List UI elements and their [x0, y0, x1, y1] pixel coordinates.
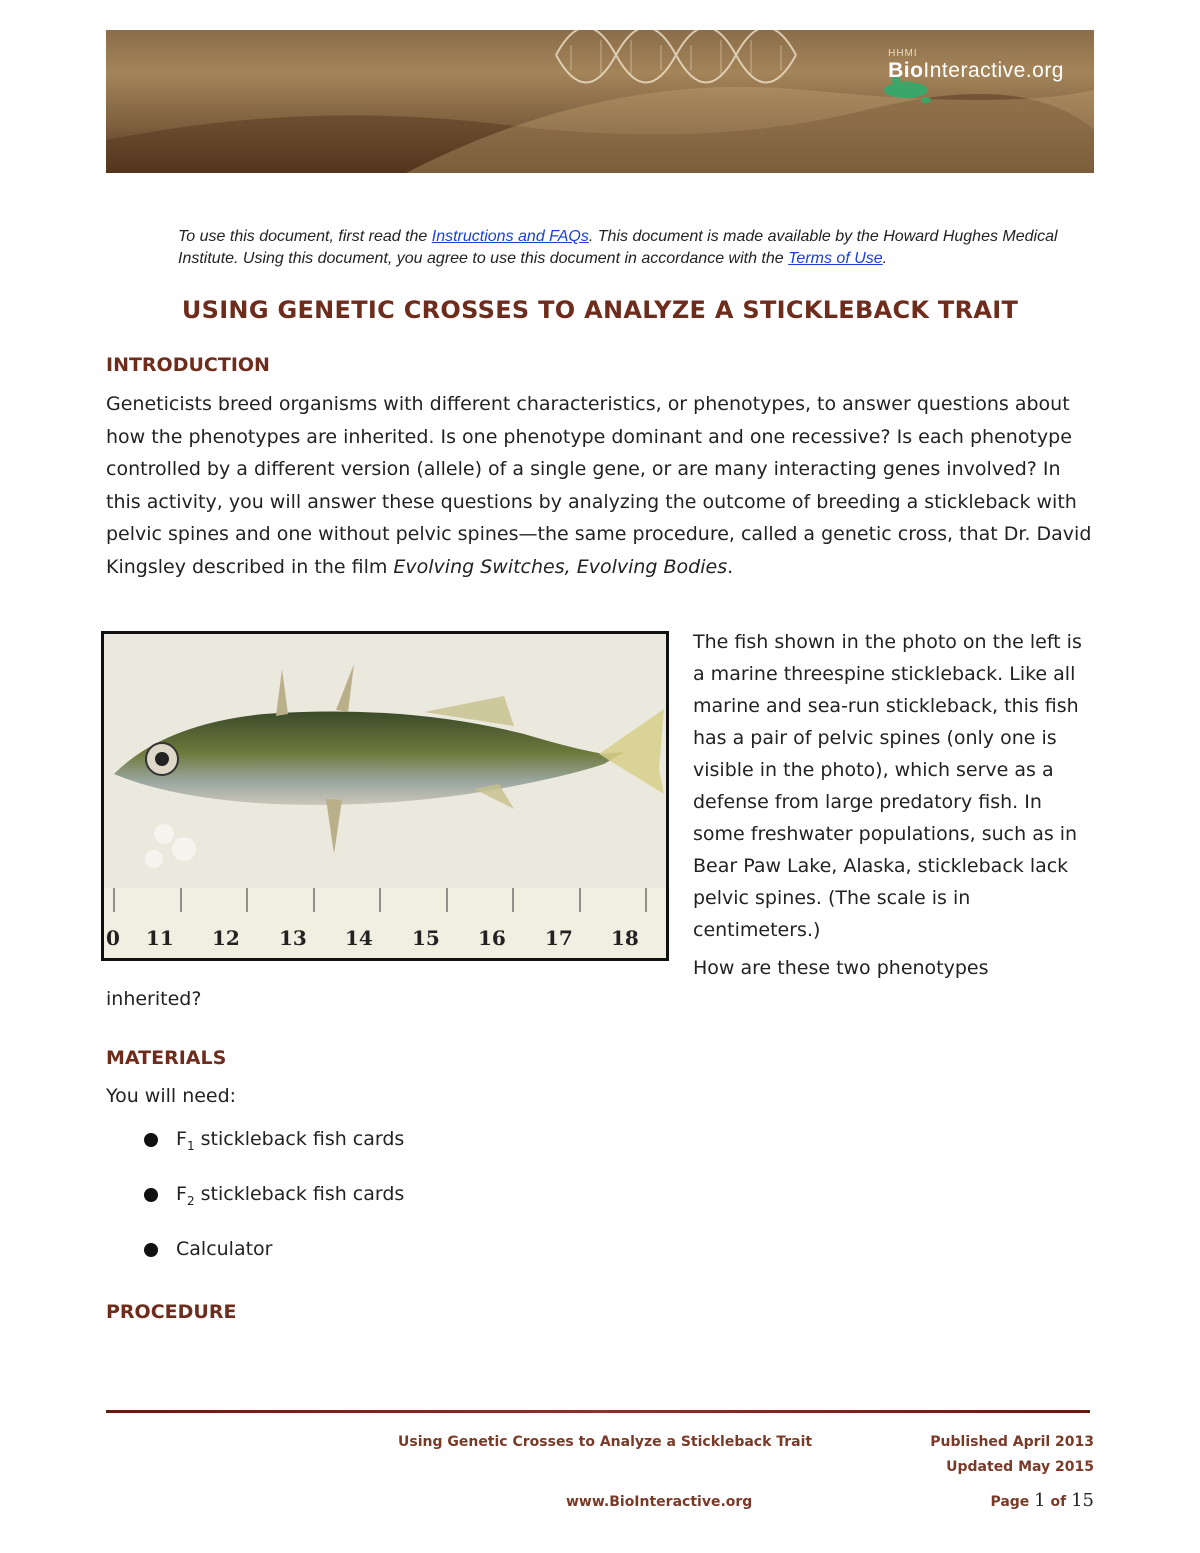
item-prefix: F: [176, 1183, 187, 1205]
list-item: [144, 1238, 272, 1260]
page-number: [990, 1490, 1094, 1511]
question-end: inherited?: [106, 988, 202, 1010]
list-item: [144, 1183, 404, 1208]
ruler-labels: [104, 926, 666, 956]
item-prefix: Calculator: [176, 1238, 273, 1260]
ruler-label: 14: [345, 926, 373, 950]
item-prefix: F: [176, 1128, 187, 1150]
logo-bio-text: Bio: [888, 59, 924, 82]
introduction-paragraph: [106, 388, 1096, 583]
ruler-label: 18: [611, 926, 639, 950]
document-title: USING GENETIC CROSSES TO ANALYZE A STICKLEBACK TRAIT: [181, 296, 1019, 324]
procedure-heading: PROCEDURE: [106, 1301, 237, 1323]
bullet-icon: [144, 1133, 158, 1147]
item-text: stickleback fish cards: [194, 1128, 405, 1150]
hhmi-label: HHMI: [888, 48, 918, 59]
page-of-label: of: [1050, 1494, 1067, 1510]
ruler-label: 17: [545, 926, 573, 950]
materials-heading: MATERIALS: [106, 1047, 227, 1069]
header-banner: [106, 30, 1094, 173]
stickleback-fish-image: [104, 634, 666, 958]
ruler-label: 15: [412, 926, 440, 950]
film-title: Evolving Switches, Evolving Bodies: [393, 555, 728, 578]
terms-of-use-link[interactable]: Terms of Use: [788, 250, 883, 267]
page-total: 15: [1071, 1490, 1094, 1511]
bullet-icon: [144, 1188, 158, 1202]
ruler-label: 13: [279, 926, 307, 950]
photo-description: [693, 626, 1098, 984]
notice-text-3: .: [882, 250, 888, 267]
intro-text: Geneticists breed organisms with different characteristics, or phenotypes, to answer questions about how the phenotypes are inherited. Is one phenotype dominant and one recessive? Is each phenotype controlled by a different version (allele) of a single gene, or are many interacting genes involved? In this activity, you will answer these questions by analyzing the outcome of breeding a stickleback with pelvic spines and one without pelvic spines—the same procedure, called a genetic cross, that Dr. David Kingsley described in the film: [106, 393, 1092, 578]
materials-intro: You will need:: [106, 1085, 237, 1107]
ruler-label: 12: [212, 926, 240, 950]
logo-rest-text: Interactive.org: [923, 59, 1064, 82]
footer-website: www.BioInteractive.org: [566, 1494, 753, 1510]
ruler-label: 16: [478, 926, 506, 950]
page-current: 1: [1034, 1490, 1046, 1511]
notice-text-1: To use this document, first read the: [178, 228, 432, 245]
footer-doc-title: Using Genetic Crosses to Analyze a Stickleback Trait: [398, 1434, 813, 1450]
question-start: How are these two phenotypes: [693, 957, 989, 979]
item-subscript: 1: [186, 1138, 195, 1153]
page-label: Page: [990, 1494, 1030, 1510]
introduction-heading: INTRODUCTION: [106, 354, 270, 376]
notice-text-2: . This document is made available by the Howard Hughes Medical Institute. Using this document, you agree to use this document in accordance with the: [178, 228, 1058, 267]
item-subscript: 2: [186, 1193, 195, 1208]
ruler-label: 0: [106, 926, 120, 950]
instructions-faqs-link[interactable]: Instructions and FAQs: [431, 228, 589, 245]
photo-description-text: The fish shown in the photo on the left is a marine threespine stickleback. Like all marine and sea-run stickleback, this fish has a pair of pelvic spines (only one is visible in the photo), which serve as a defense from large predatory fish. In some freshwater populations, such as in Bear Paw Lake, Alaska, stickleback lack pelvic spines. (The scale is in centimeters.): [693, 631, 1082, 941]
footer-published: Published April 2013: [930, 1434, 1094, 1450]
item-text: stickleback fish cards: [194, 1183, 405, 1205]
list-item: [144, 1128, 404, 1153]
footer-updated: Updated May 2015: [946, 1459, 1094, 1475]
ruler-label: 11: [146, 926, 174, 950]
biointeractive-logo: [888, 48, 1064, 83]
usage-notice: [178, 226, 1098, 270]
intro-text-end: .: [727, 555, 734, 578]
stickleback-photo: [101, 631, 669, 961]
bullet-icon: [144, 1243, 158, 1257]
footer-divider: [106, 1410, 1090, 1413]
